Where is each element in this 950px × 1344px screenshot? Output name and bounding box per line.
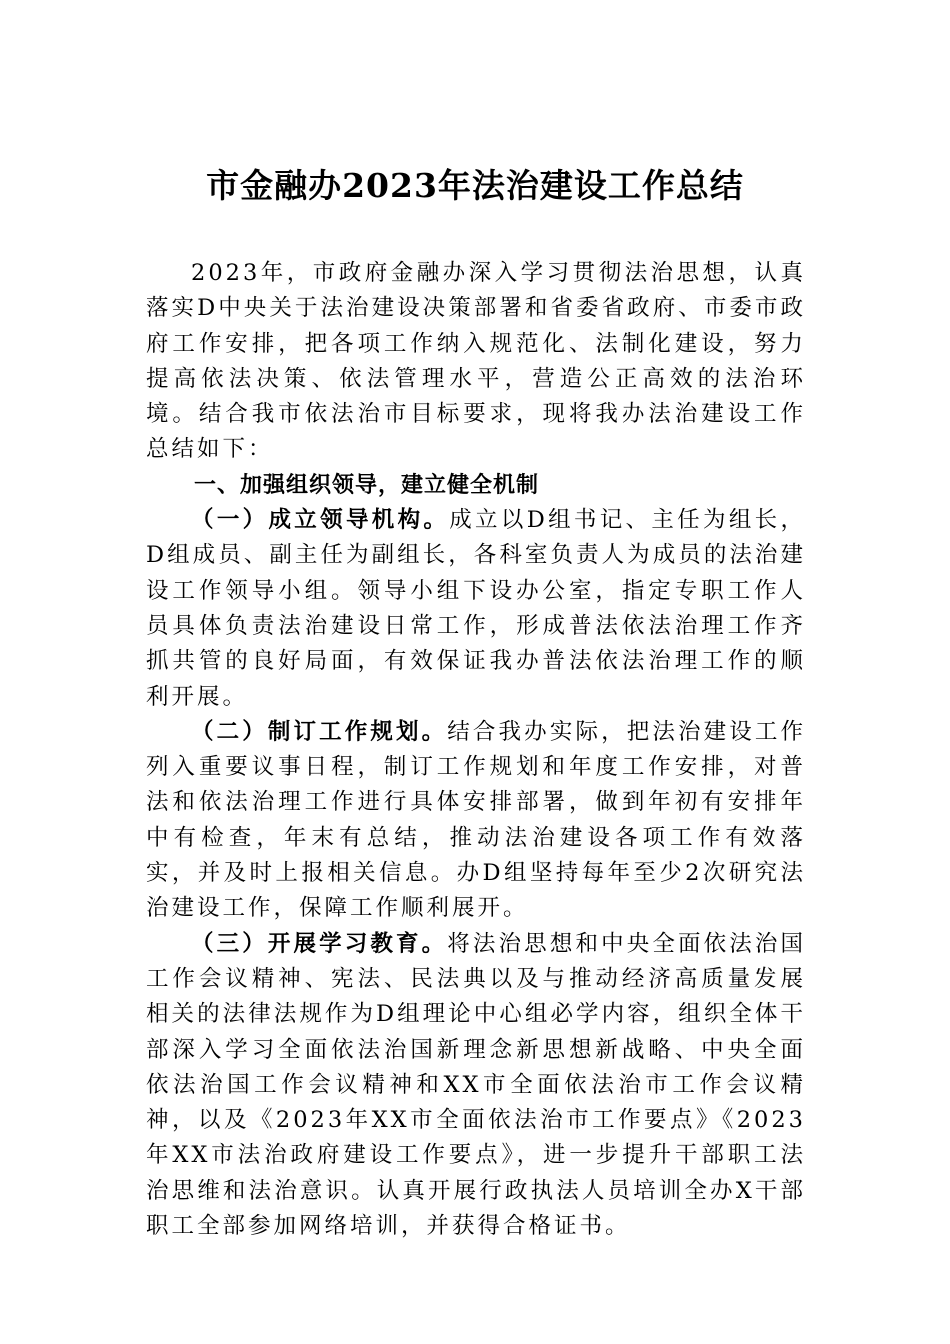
item-text: 成立以D组书记、主任为组长，D组成员、副主任为副组长，各科室负责人为成员的法治建设工作领导小组。领导小组下设办公室，指定专职工作人员具体负责法治建设日常工作，形成普法依法治理工作齐抓共管的良好局面，有效保证我办普法依法治理工作的顺利开展。 bbox=[146, 507, 806, 710]
intro-paragraph: 2023年，市政府金融办深入学习贯彻法治思想，认真落实D中央关于法治建设决策部署和省委省政府、市委市政府工作安排，把各项工作纳入规范化、法制化建设，努力提高依法决策、依法管理水平，营造公正高效的法治环境。结合我市依法治市目标要求，现将我办法治建设工作总结如下： bbox=[146, 260, 806, 463]
paragraph-item-1 bbox=[146, 503, 806, 715]
section-heading: 一、加强组织领导，建立健全机制 bbox=[194, 472, 540, 498]
item-text: 将法治思想和中央全面依法治国工作会议精神、宪法、民法典以及与推动经济高质量发展相关的法律法规作为D组理论中心组必学内容，组织全体干部深入学习全面依法治国新理念新思想新战略、中央全面依法治国工作会议精神和XX市全面依法治市工作会议精神，以及《2023年XX市全面依法治市工作要点》《2023年XX市法治政府建设工作要点》，进一步提升干部职工法治思维和法治意识。认真开展行政执法人员培训全办X干部职工全部参加网络培训，并获得合格证书。 bbox=[146, 930, 806, 1240]
paragraph-item-3 bbox=[146, 927, 806, 1245]
paragraph-item-2 bbox=[146, 715, 806, 927]
item-text: 结合我办实际，把法治建设工作列入重要议事日程，制订工作规划和年度工作安排，对普法和依法治理工作进行具体安排部署，做到年初有安排年中有检查，年末有总结，推动法治建设各项工作有效落实，并及时上报相关信息。办D组坚持每年至少2次研究法治建设工作，保障工作顺利展开。 bbox=[146, 718, 806, 922]
document-body bbox=[146, 256, 806, 1244]
document-title: 市金融办2023年法治建设工作总结 bbox=[206, 166, 744, 205]
item-lead: （二）制订工作规划。 bbox=[191, 718, 448, 745]
item-lead: （一）成立领导机构。 bbox=[191, 507, 450, 534]
item-lead: （三）开展学习教育。 bbox=[191, 930, 448, 957]
